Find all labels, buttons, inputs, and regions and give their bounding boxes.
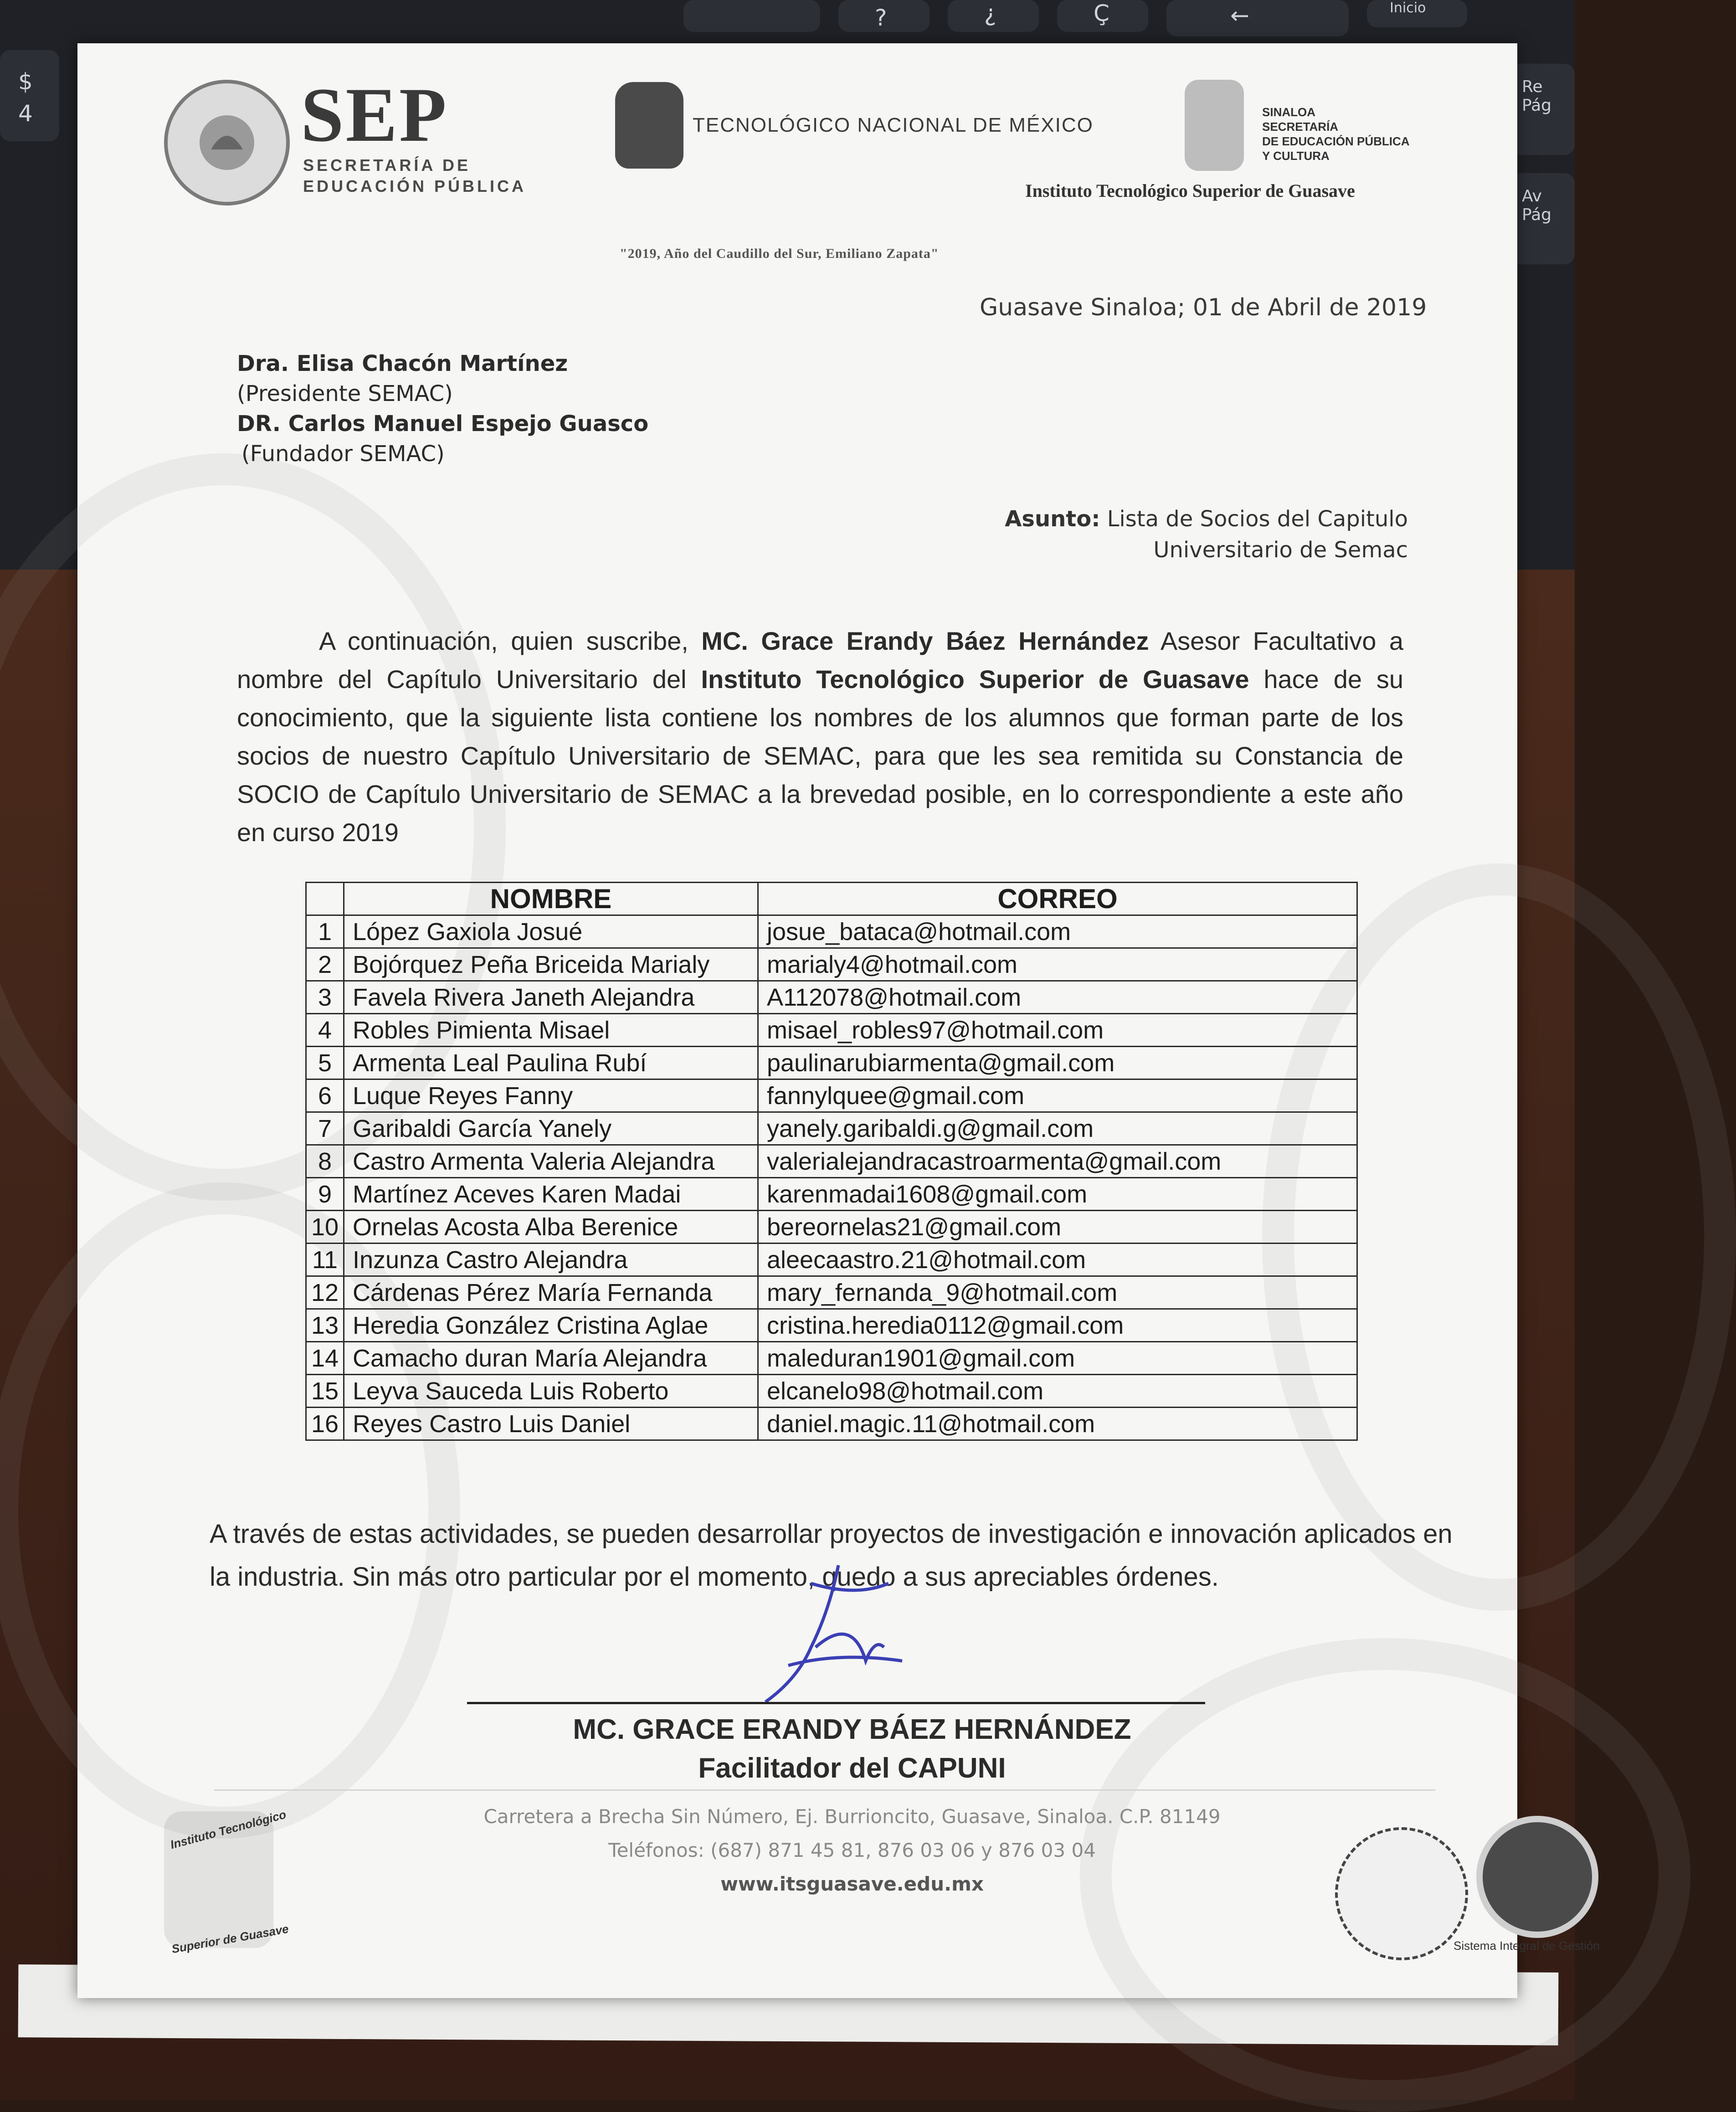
member-email: mary_fernanda_9@hotmail.com <box>758 1276 1357 1309</box>
signer-name: MC. GRACE ERANDY BÁEZ HERNÁNDEZ <box>573 1714 1131 1745</box>
closing-paragraph: A través de estas actividades, se pueden desarrollar proyectos de investigación e innovación aplicados en la industria. Sin más otro particular por el momento, quedo a sus apreciables órdenes. <box>210 1519 1453 1592</box>
body-text: A continuación, quien suscribe, <box>319 627 702 655</box>
row-number: 1 <box>306 915 344 948</box>
member-email: cristina.heredia0112@gmail.com <box>758 1309 1357 1342</box>
member-name: Camacho duran María Alejandra <box>344 1342 758 1375</box>
member-email: maleduran1901@gmail.com <box>758 1342 1357 1375</box>
body-text: hace de su conocimiento, que la siguiente lista contiene los nombres de los alumnos que forman parte de los socios de nuestro Capítulo Universitario de SEMAC, para que les sea remitida su Constancia de SOCIO de Capítulo Universitario de SEMAC a la brevedad posible, en lo correspondiente a este año en curso 2019 <box>237 665 1403 847</box>
row-number: 8 <box>306 1145 344 1178</box>
key-label: Inicio <box>1390 0 1426 16</box>
row-number: 3 <box>306 981 344 1014</box>
table-row <box>306 1375 1357 1408</box>
quality-seal-logo <box>1476 1816 1598 1938</box>
subject-text: Lista de Socios del Capitulo <box>1107 506 1408 532</box>
table-row <box>306 1047 1357 1079</box>
recipient-name: Dra. Elisa Chacón Martínez <box>237 351 568 376</box>
member-name: Luque Reyes Fanny <box>344 1079 758 1112</box>
subject-block <box>806 504 1408 565</box>
row-number: 7 <box>306 1112 344 1145</box>
key-label: ← <box>1230 2 1249 29</box>
institute-name: Instituto Tecnológico Superior de Guasave <box>1025 180 1355 201</box>
signer-role: Facilitador del CAPUNI <box>698 1752 1006 1784</box>
table-row <box>306 915 1357 948</box>
table-row <box>306 948 1357 981</box>
letter-date: Guasave Sinaloa; 01 de Abril de 2019 <box>980 294 1427 321</box>
row-number: 12 <box>306 1276 344 1309</box>
column-header-email: CORREO <box>758 883 1357 915</box>
member-email: fannylquee@gmail.com <box>758 1079 1357 1112</box>
subject-text-line2: Universitario de Semac <box>1153 537 1408 563</box>
footer-address: Carretera a Brecha Sin Número, Ej. Burrioncito, Guasave, Sinaloa. C.P. 81149 <box>483 1805 1221 1828</box>
member-name: Armenta Leal Paulina Rubí <box>344 1047 758 1079</box>
sinaloa-emblem-logo <box>1185 80 1244 171</box>
key <box>1166 0 1349 36</box>
itsg-logo-text-top: Instituto Tecnológico <box>169 1807 288 1852</box>
table-row <box>306 1145 1357 1178</box>
table-row <box>306 1112 1357 1145</box>
table-row <box>306 1178 1357 1211</box>
member-email: josue_bataca@hotmail.com <box>758 915 1357 948</box>
row-number: 14 <box>306 1342 344 1375</box>
table-row <box>306 1079 1357 1112</box>
sinaloa-secretaria: SINALOA SECRETARÍA DE EDUCACIÓN PÚBLICA Y CULTURA <box>1262 105 1410 163</box>
members-table <box>305 882 1358 1441</box>
sep-subtitle: SECRETARÍA DE EDUCACIÓN PÚBLICA <box>303 156 527 195</box>
row-number: 13 <box>306 1309 344 1342</box>
quality-seal-caption: Sistema Integral de Gestión <box>1454 1939 1600 1953</box>
footer-website: www.itsguasave.edu.mx <box>720 1873 984 1895</box>
member-name: Favela Rivera Janeth Alejandra <box>344 981 758 1014</box>
member-email: paulinarubiarmenta@gmail.com <box>758 1047 1357 1079</box>
member-name: Ornelas Acosta Alba Berenice <box>344 1211 758 1244</box>
body-signer-name: MC. Grace Erandy Báez Hernández <box>701 627 1149 655</box>
recipient-role: (Fundador SEMAC) <box>241 441 445 467</box>
row-number: 4 <box>306 1014 344 1047</box>
table-row <box>306 981 1357 1014</box>
tecnm-gear-logo <box>615 82 683 169</box>
member-email: misael_robles97@hotmail.com <box>758 1014 1357 1047</box>
member-email: valerialejandracastroarmenta@gmail.com <box>758 1145 1357 1178</box>
table-row <box>306 1211 1357 1244</box>
recipients-block <box>237 349 648 469</box>
key-label: Ç <box>1094 0 1109 26</box>
year-motto: "2019, Año del Caudillo del Sur, Emiliano Zapata" <box>620 246 939 261</box>
member-email: elcanelo98@hotmail.com <box>758 1375 1357 1408</box>
row-number: 2 <box>306 948 344 981</box>
member-name: Bojórquez Peña Briceida Marialy <box>344 948 758 981</box>
row-number: 10 <box>306 1211 344 1244</box>
key <box>683 0 820 32</box>
handwritten-signature <box>738 1556 930 1711</box>
table-row <box>306 1244 1357 1276</box>
key-label: ? <box>875 5 887 31</box>
key-label: Re Pág <box>1522 77 1552 115</box>
key-label: $ <box>18 68 33 95</box>
signature-line <box>467 1702 1205 1704</box>
eagle-icon <box>193 108 261 177</box>
member-email: yanely.garibaldi.g@gmail.com <box>758 1112 1357 1145</box>
row-number: 9 <box>306 1178 344 1211</box>
member-email: aleecaastro.21@hotmail.com <box>758 1244 1357 1276</box>
table-row <box>306 1309 1357 1342</box>
member-name: Martínez Aceves Karen Madai <box>344 1178 758 1211</box>
sep-logo-text: SEP <box>301 72 448 158</box>
key <box>0 50 59 141</box>
member-email: marialy4@hotmail.com <box>758 948 1357 981</box>
key <box>1367 0 1467 27</box>
member-name: Heredia González Cristina Aglae <box>344 1309 758 1342</box>
row-number: 11 <box>306 1244 344 1276</box>
body-text: Asesor Facultativo a nombre del Capítulo Universitario del <box>237 627 1403 694</box>
row-number: 16 <box>306 1408 344 1440</box>
key <box>948 0 1039 32</box>
footer-phones: Teléfonos: (687) 871 45 81, 876 03 06 y 876 03 04 <box>608 1839 1096 1861</box>
table-row <box>306 1342 1357 1375</box>
row-number: 6 <box>306 1079 344 1112</box>
key <box>838 0 930 32</box>
tecnm-name: TECNOLÓGICO NACIONAL DE MÉXICO <box>693 114 1094 136</box>
table-header-row <box>306 883 1357 915</box>
member-email: daniel.magic.11@hotmail.com <box>758 1408 1357 1440</box>
member-email: A112078@hotmail.com <box>758 981 1357 1014</box>
member-name: Robles Pimienta Misael <box>344 1014 758 1047</box>
table-row <box>306 1014 1357 1047</box>
table-row <box>306 1408 1357 1440</box>
member-name: Cárdenas Pérez María Fernanda <box>344 1276 758 1309</box>
recipient-role: (Presidente SEMAC) <box>237 381 453 406</box>
key-label: ¿ <box>984 0 996 26</box>
key-label: 4 <box>18 100 33 127</box>
member-name: Leyva Sauceda Luis Roberto <box>344 1375 758 1408</box>
itsg-logo-text-bottom: Superior de Guasave <box>170 1922 290 1956</box>
letter-body <box>237 622 1403 852</box>
footer-divider <box>214 1789 1435 1791</box>
column-header-name: NOMBRE <box>344 883 758 915</box>
mexico-seal-logo <box>164 80 290 206</box>
member-name: López Gaxiola Josué <box>344 915 758 948</box>
key <box>1057 0 1148 32</box>
row-number: 15 <box>306 1375 344 1408</box>
member-name: Reyes Castro Luis Daniel <box>344 1408 758 1440</box>
member-email: bereornelas21@gmail.com <box>758 1211 1357 1244</box>
equality-seal-logo <box>1335 1827 1468 1960</box>
subject-label: Asunto: <box>1005 506 1100 532</box>
body-institute: Instituto Tecnológico Superior de Guasave <box>701 665 1249 694</box>
member-name: Castro Armenta Valeria Alejandra <box>344 1145 758 1178</box>
key-label: Av Pág <box>1522 187 1552 224</box>
row-number: 5 <box>306 1047 344 1079</box>
column-header-number <box>306 883 344 915</box>
member-name: Inzunza Castro Alejandra <box>344 1244 758 1276</box>
table-row <box>306 1276 1357 1309</box>
member-email: karenmadai1608@gmail.com <box>758 1178 1357 1211</box>
member-name: Garibaldi García Yanely <box>344 1112 758 1145</box>
footer-contact <box>351 1800 1353 1901</box>
recipient-name: DR. Carlos Manuel Espejo Guasco <box>237 411 649 437</box>
